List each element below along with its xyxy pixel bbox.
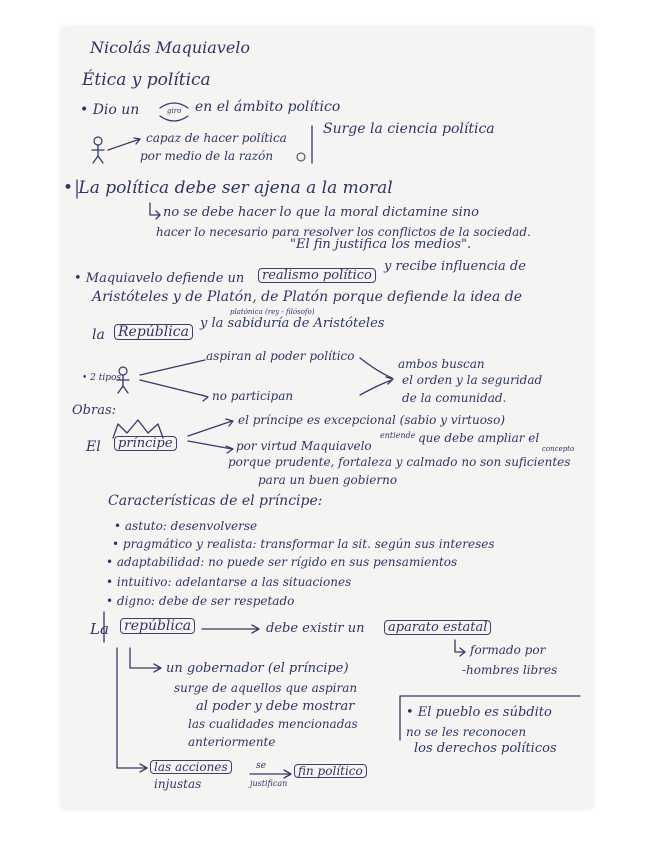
principe-box: príncipe bbox=[114, 436, 177, 451]
obras-p2-note: concepto bbox=[542, 445, 575, 453]
capaz-line1: capaz de hacer política bbox=[146, 131, 287, 145]
moral-sub1: no se debe hacer lo que la moral dictamine sino bbox=[163, 205, 479, 220]
tipos-res3: de la comunidad. bbox=[402, 391, 507, 405]
moral-sub2: hacer lo necesario para resolver los conflictos de la sociedad. bbox=[156, 225, 531, 239]
gobernador-line2: surge de aquellos que aspiran bbox=[174, 681, 358, 695]
realismo-box: realismo político bbox=[258, 268, 376, 283]
obras-p1: el príncipe es excepcional (sabio y virtuoso) bbox=[238, 413, 505, 427]
caracteristica-item: • intuitivo: adelantarse a las situaciones bbox=[106, 575, 352, 589]
moral-main: • La política debe ser ajena a la moral bbox=[63, 178, 393, 198]
caracteristica-item: • pragmático y realista: transformar la sit. según sus intereses bbox=[112, 537, 495, 551]
surge-ciencia: Surge la ciencia política bbox=[323, 121, 495, 137]
obras-p3: porque prudente, fortaleza y calmado no son suficientes bbox=[228, 455, 571, 469]
pueblo-line1: • El pueblo es súbdito bbox=[406, 705, 552, 720]
justifican-label: justifican bbox=[250, 779, 288, 788]
republica-la: La bbox=[90, 620, 109, 638]
gobernador-line5: anteriormente bbox=[188, 735, 276, 749]
topic-title: Ética y política bbox=[82, 70, 211, 90]
formado-line2: -hombres libres bbox=[462, 663, 558, 677]
tipos-label: • 2 tipos bbox=[82, 373, 122, 383]
obras-el: El bbox=[86, 439, 101, 455]
obras-p2-small: entiende bbox=[380, 431, 416, 440]
fin-politico-box: fin político bbox=[294, 764, 367, 778]
formado-line1: formado por bbox=[470, 643, 546, 657]
realismo-line1a: • Maquiavelo defiende un bbox=[74, 271, 245, 286]
acciones-line1: las acciones bbox=[150, 760, 232, 774]
tipos-res2: el orden y la seguridad bbox=[402, 373, 543, 387]
realismo-line3b: y la sabiduría de Aristóteles bbox=[200, 316, 385, 331]
realismo-la: la bbox=[92, 327, 105, 343]
gobernador-line3: al poder y debe mostrar bbox=[196, 699, 355, 714]
caracteristica-item: • astuto: desenvolverse bbox=[114, 519, 258, 533]
dio-text-a: • Dio un bbox=[80, 102, 140, 118]
capaz-line2: por medio de la razón bbox=[140, 149, 274, 163]
obras-p2b: que debe ampliar el bbox=[418, 431, 540, 445]
acciones-line2: injustas bbox=[154, 777, 202, 791]
gobernador-line1: un gobernador (el príncipe) bbox=[166, 661, 349, 676]
realismo-line2: Aristóteles y de Platón, de Platón porque defiende la idea de bbox=[92, 289, 522, 305]
aparato-box: aparato estatal bbox=[384, 620, 491, 635]
moral-quote: "El fin justifica los medios". bbox=[290, 237, 472, 252]
realismo-note: platónica (rey - filósofo) bbox=[230, 308, 315, 316]
republica-box-1: República bbox=[114, 324, 193, 340]
obras-p2a: por virtud Maquiavelo bbox=[236, 439, 372, 453]
giro-label: giro bbox=[167, 107, 182, 115]
realismo-line1b: y recibe influencia de bbox=[384, 259, 526, 274]
dio-text-b: en el ámbito político bbox=[195, 99, 341, 115]
pueblo-line2: no se les reconocen bbox=[406, 725, 527, 739]
caracteristicas-heading: Características de el príncipe: bbox=[108, 493, 323, 509]
caracteristica-item: • adaptabilidad: no puede ser rígido en sus pensamientos bbox=[106, 555, 458, 569]
caracteristica-item: • digno: debe de ser respetado bbox=[106, 594, 295, 608]
obras-p4: para un buen gobierno bbox=[258, 473, 398, 487]
republica-debe: debe existir un bbox=[266, 621, 365, 636]
obras-label: Obras: bbox=[72, 403, 116, 418]
tipos-opt2: no participan bbox=[212, 389, 294, 403]
republica-box-2: república bbox=[120, 618, 195, 634]
pueblo-line3: los derechos políticos bbox=[414, 741, 557, 756]
author-heading: Nicolás Maquiavelo bbox=[90, 38, 251, 57]
se-label: se bbox=[256, 761, 266, 771]
gobernador-line4: las cualidades mencionadas bbox=[188, 717, 358, 731]
tipos-opt1: aspiran al poder político bbox=[206, 349, 355, 363]
tipos-res1: ambos buscan bbox=[398, 357, 485, 371]
